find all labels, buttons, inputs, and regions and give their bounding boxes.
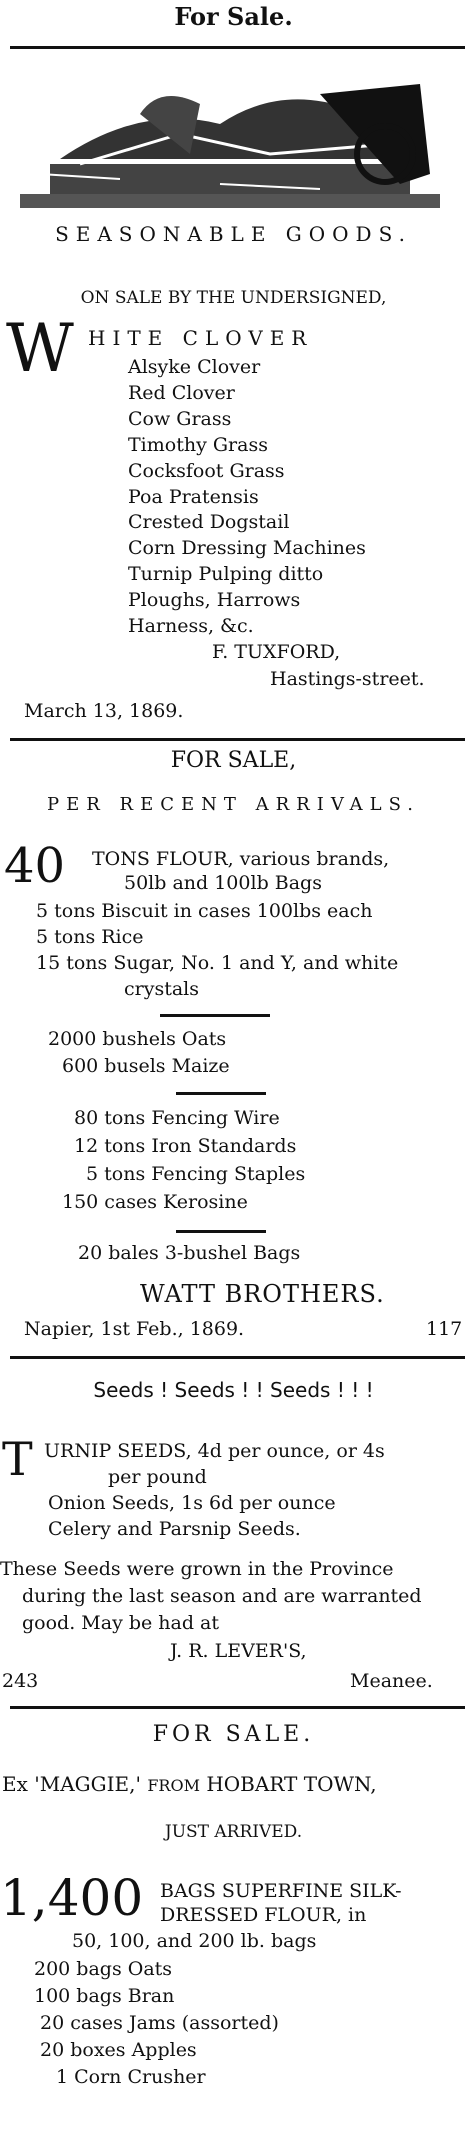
short-divider	[176, 1230, 266, 1233]
list-item: 12 tons Iron Standards	[74, 1135, 297, 1157]
ad1-item-list	[128, 355, 366, 640]
list-item: 2000 bushels Oats	[48, 1028, 227, 1050]
ad4-line1c: 50, 100, and 200 lb. bags	[72, 1930, 317, 1952]
ad3-line2: per pound	[108, 1466, 207, 1488]
list-item: Cocksfoot Grass	[128, 459, 285, 482]
ad4-ex-line	[2, 1772, 377, 1796]
ad1-signer: F. TUXFORD,	[212, 641, 341, 663]
divider	[10, 1706, 465, 1709]
ad4-from: FROM	[147, 1776, 200, 1795]
ad3-signer: J. R. LEVER'S,	[170, 1640, 307, 1662]
divider	[10, 1356, 465, 1359]
ad1-address: Hastings-street.	[270, 668, 425, 690]
ad3-number: 243	[2, 1670, 39, 1692]
ad4-line1a: BAGS SUPERFINE SILK-	[160, 1880, 402, 1902]
ad2-subheading: PER RECENT ARRIVALS.	[47, 794, 420, 815]
list-item: 20 boxes Apples	[40, 2039, 197, 2061]
list-item: 1 Corn Crusher	[56, 2066, 206, 2088]
ad2-date: Napier, 1st Feb., 1869.	[24, 1318, 245, 1340]
list-item: 20 cases Jams (assorted)	[40, 2012, 279, 2034]
ad3-line4: Celery and Parsnip Seeds.	[48, 1518, 301, 1540]
text-line: good. May be had at	[22, 1612, 220, 1634]
ad2-line1b: 50lb and 100lb Bags	[124, 872, 322, 894]
list-item: Crested Dogstail	[128, 511, 290, 534]
list-item: 5 tons Fencing Staples	[86, 1163, 306, 1185]
ad4-port: HOBART TOWN,	[206, 1772, 377, 1796]
list-item: Red Clover	[128, 381, 235, 404]
list-item: Ploughs, Harrows	[128, 589, 301, 612]
list-item: 100 bags Bran	[34, 1985, 175, 2007]
ad3-paragraph	[0, 1556, 422, 1637]
ad4-item-list	[34, 1956, 279, 2091]
text-line: during the last season and are warranted	[22, 1585, 422, 1607]
drop-cap: T	[2, 1432, 33, 1486]
list-item: Harness, &c.	[128, 615, 254, 638]
ad2-group1	[36, 898, 398, 1002]
ad2-number: 117	[426, 1318, 463, 1340]
text-line: These Seeds were grown in the Province	[0, 1558, 394, 1580]
list-item: 5 tons Biscuit in cases 100lbs each	[36, 900, 373, 922]
list-item: Cow Grass	[128, 407, 232, 430]
list-item: Timothy Grass	[128, 433, 268, 456]
ad1-subheading: ON SALE BY THE UNDERSIGNED,	[80, 288, 387, 308]
list-item: 150 cases Kerosine	[62, 1191, 248, 1213]
list-item: crystals	[124, 978, 199, 1000]
ad1-heading: SEASONABLE GOODS.	[55, 222, 412, 246]
ad2-signer: WATT BROTHERS.	[140, 1280, 385, 1308]
ad4-arrived: JUST ARRIVED.	[164, 1822, 303, 1842]
ad3-line3: Onion Seeds, 1s 6d per ounce	[48, 1492, 336, 1514]
list-item: 5 tons Rice	[36, 926, 144, 948]
ad2-group2	[48, 1026, 230, 1080]
drop-cap: W	[6, 310, 74, 387]
ad3-place: Meanee.	[350, 1670, 433, 1692]
ad4-line1b: DRESSED FLOUR, in	[160, 1904, 367, 1926]
short-divider	[176, 1092, 266, 1095]
list-item: 15 tons Sugar, No. 1 and Y, and white	[36, 952, 399, 974]
ad2-group4-item: 20 bales 3-bushel Bags	[78, 1242, 301, 1264]
list-item: Alsyke Clover	[128, 356, 261, 378]
ad2-group3	[62, 1104, 305, 1216]
list-item: Turnip Pulping ditto	[128, 563, 324, 586]
ad4-ship-name: Ex 'MAGGIE,'	[2, 1772, 141, 1796]
ad4-heading: FOR SALE.	[152, 1722, 315, 1747]
list-item: 80 tons Fencing Wire	[74, 1107, 280, 1129]
divider	[10, 738, 465, 741]
list-item: Poa Pratensis	[128, 485, 259, 508]
list-item: 200 bags Oats	[34, 1958, 173, 1980]
short-divider	[160, 1014, 270, 1017]
ad3-heading: Seeds ! Seeds ! ! Seeds ! ! !	[93, 1378, 374, 1402]
ad2-big-number: 40	[4, 838, 66, 894]
masthead-title: For Sale.	[174, 2, 293, 31]
ad1-date: March 13, 1869.	[24, 700, 184, 722]
ad3-line1: URNIP SEEDS, 4d per ounce, or 4s	[44, 1440, 385, 1462]
divider	[10, 46, 465, 49]
ad1-first-line: HITE CLOVER	[88, 326, 314, 350]
ad2-heading: FOR SALE,	[170, 748, 297, 773]
ad2-line1a: TONS FLOUR, various brands,	[92, 848, 390, 870]
list-item: Corn Dressing Machines	[128, 537, 366, 560]
ad4-big-number: 1,400	[0, 1869, 144, 1927]
list-item: 600 busels Maize	[62, 1055, 230, 1077]
plough-engraving	[20, 64, 440, 214]
